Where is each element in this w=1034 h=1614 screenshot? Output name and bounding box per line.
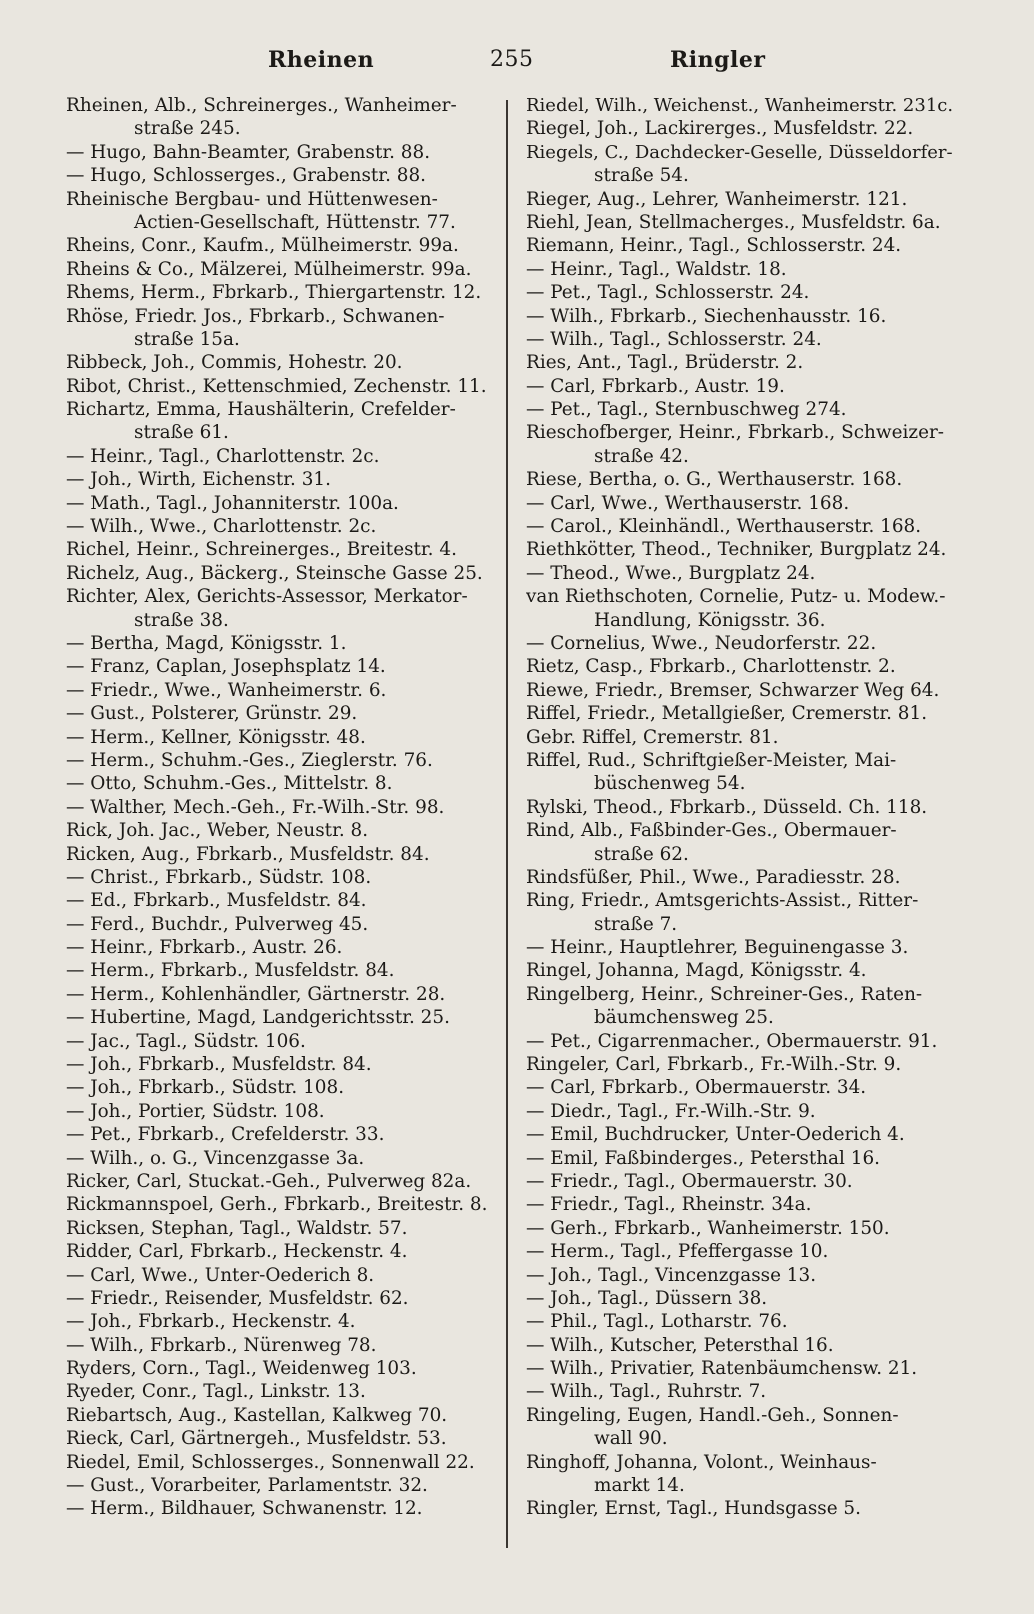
directory-entry-line: — Pet., Fbrkarb., Crefelderstr. 33. [66, 1124, 385, 1146]
directory-entry-line: — Heinr., Tagl., Waldstr. 18. [526, 258, 787, 280]
directory-entry-line: Richartz, Emma, Haushälterin, Crefelder- [66, 399, 456, 421]
directory-entry-line: — Walther, Mech.-Geh., Fr.-Wilh.-Str. 98. [66, 796, 445, 818]
directory-entry-line: — Wilh., Kutscher, Petersthal 16. [526, 1334, 834, 1356]
directory-entry-line: — Friedr., Tagl., Rheinstr. 34a. [526, 1194, 812, 1216]
directory-entry-line: — Gust., Vorarbeiter, Parlamentstr. 32. [66, 1475, 428, 1497]
directory-entry-line: — Hugo, Schlosserges., Grabenstr. 88. [66, 165, 427, 187]
directory-entry-line: Ricker, Carl, Stuckat.-Geh., Pulverweg 82a. [66, 1170, 472, 1192]
directory-entry-line: Rheinische Bergbau- und Hüttenwesen- [66, 188, 438, 210]
directory-entry-line: Rheinen, Alb., Schreinerges., Wanheimer- [66, 95, 457, 116]
directory-entry-line: — Carl, Wwe., Werthauserstr. 168. [526, 492, 850, 514]
entry-continuation-line: straße 54. [594, 165, 689, 187]
directory-entry-line: — Herm., Schuhm.-Ges., Zieglerstr. 76. [66, 749, 433, 771]
directory-entry-line: Ribbeck, Joh., Commis, Hohestr. 20. [66, 352, 403, 374]
directory-entry-line: — Christ., Fbrkarb., Südstr. 108. [66, 866, 372, 888]
directory-entry-line: — Bertha, Magd, Königsstr. 1. [66, 632, 347, 654]
directory-entry-line: Riebartsch, Aug., Kastellan, Kalkweg 70. [66, 1404, 448, 1426]
directory-entry-line: Rieck, Carl, Gärtnergeh., Musfeldstr. 53. [66, 1428, 447, 1450]
directory-entry-line: — Ed., Fbrkarb., Musfeldstr. 84. [66, 890, 367, 912]
directory-entry-line: — Carol., Kleinhändl., Werthauserstr. 168. [526, 516, 922, 538]
directory-entry-line: — Wilh., Fbrkarb., Nürenweg 78. [66, 1334, 377, 1356]
directory-entry-line: — Jac., Tagl., Südstr. 106. [66, 1030, 306, 1052]
entry-continuation-line: bäumchensweg 25. [594, 1007, 774, 1029]
directory-entry-line: — Wilh., Fbrkarb., Siechenhausstr. 16. [526, 305, 887, 327]
directory-entry-line: Ringel, Johanna, Magd, Königsstr. 4. [526, 960, 867, 982]
directory-entry-line: Ryeder, Conr., Tagl., Linkstr. 13. [66, 1381, 366, 1403]
directory-entry-line: — Heinr., Hauptlehrer, Beguinengasse 3. [526, 937, 909, 959]
directory-entry-line: Rhems, Herm., Fbrkarb., Thiergartenstr. 12. [66, 282, 482, 304]
directory-entry-line: — Emil, Buchdrucker, Unter-Oederich 4. [526, 1124, 905, 1146]
directory-entry-line: Riedel, Wilh., Weichenst., Wanheimerstr. 231c. [526, 95, 954, 116]
directory-entry-line: — Pet., Cigarrenmacher., Obermauerstr. 91. [526, 1030, 938, 1052]
directory-entry-line: Richter, Alex, Gerichts-Assessor, Merkator- [66, 586, 468, 608]
entry-continuation-line: straße 62. [594, 843, 689, 865]
directory-entry-line: Ringhoff, Johanna, Volont., Weinhaus- [526, 1451, 877, 1473]
directory-entry-line: van Riethschoten, Cornelie, Putz- u. Modew.- [526, 586, 946, 608]
directory-entry-line: — Phil., Tagl., Lotharstr. 76. [526, 1311, 788, 1333]
directory-entry-line: Rietz, Casp., Fbrkarb., Charlottenstr. 2. [526, 656, 896, 678]
running-head-left: Rheinen [268, 47, 375, 73]
directory-entry-line: — Franz, Caplan, Josephsplatz 14. [66, 656, 386, 678]
entry-continuation-line: straße 245. [134, 118, 241, 140]
entry-continuation-line: straße 61. [134, 422, 229, 444]
directory-entry-line: — Herm., Bildhauer, Schwanenstr. 12. [66, 1498, 423, 1520]
directory-entry-line: Riedel, Emil, Schlosserges., Sonnenwall 22. [66, 1451, 475, 1473]
directory-entry-line: — Friedr., Wwe., Wanheimerstr. 6. [66, 679, 387, 701]
directory-entry-line: Rindsfüßer, Phil., Wwe., Paradiesstr. 28. [526, 866, 901, 888]
directory-entry-line: — Friedr., Tagl., Obermauerstr. 30. [526, 1170, 853, 1192]
directory-entry-line: Rind, Alb., Faßbinder-Ges., Obermauer- [526, 820, 897, 842]
directory-entry-line: Ricksen, Stephan, Tagl., Waldstr. 57. [66, 1217, 408, 1239]
entry-continuation-line: Actien-Gesellschaft, Hüttenstr. 77. [134, 211, 456, 233]
directory-entry-line: — Joh., Fbrkarb., Musfeldstr. 84. [66, 1054, 372, 1076]
directory-entry-line: — Herm., Tagl., Pfeffergasse 10. [526, 1241, 829, 1263]
directory-entry-line: — Herm., Fbrkarb., Musfeldstr. 84. [66, 960, 395, 982]
directory-entry-line: — Heinr., Tagl., Charlottenstr. 2c. [66, 445, 380, 467]
directory-entry-line: Riehl, Jean, Stellmacherges., Musfeldstr. 6a. [526, 211, 941, 233]
directory-entry-line: — Hubertine, Magd, Landgerichtsstr. 25. [66, 1007, 450, 1029]
directory-entry-line: — Carl, Fbrkarb., Obermauerstr. 34. [526, 1077, 867, 1099]
directory-entry-line: Ries, Ant., Tagl., Brüderstr. 2. [526, 352, 804, 374]
directory-entry-line: — Friedr., Reisender, Musfeldstr. 62. [66, 1287, 409, 1309]
directory-entry-line: — Gust., Polsterer, Grünstr. 29. [66, 703, 358, 725]
running-head-right: Ringler [670, 47, 766, 73]
directory-entry-line: Riegel, Joh., Lackirerges., Musfeldstr. 22. [526, 118, 914, 140]
directory-entry-line: Riewe, Friedr., Bremser, Schwarzer Weg 64. [526, 679, 940, 701]
entry-continuation-line: Handlung, Königsstr. 36. [594, 609, 826, 631]
entry-continuation-line: straße 38. [134, 609, 229, 631]
directory-entry-line: Rickmannspoel, Gerh., Fbrkarb., Breitestr. 8. [66, 1194, 488, 1216]
directory-entry-line: Ricken, Aug., Fbrkarb., Musfeldstr. 84. [66, 843, 430, 865]
directory-entry-line: Ringler, Ernst, Tagl., Hundsgasse 5. [526, 1498, 861, 1520]
directory-entry-line: — Wilh., Tagl., Ruhrstr. 7. [526, 1381, 767, 1403]
right-column [526, 94, 958, 1521]
directory-entry-line: — Joh., Fbrkarb., Heckenstr. 4. [66, 1311, 356, 1333]
directory-entry-line: Riethkötter, Theod., Techniker, Burgplatz 24. [526, 539, 947, 561]
directory-entry-line: Ring, Friedr., Amtsgerichts-Assist., Ritter- [526, 890, 919, 912]
directory-entry-line: — Pet., Tagl., Sternbuschweg 274. [526, 399, 847, 421]
directory-entry-line: — Gerh., Fbrkarb., Wanheimerstr. 150. [526, 1217, 890, 1239]
directory-entry-line: — Joh., Tagl., Düssern 38. [526, 1287, 768, 1309]
directory-entry-line: — Pet., Tagl., Schlosserstr. 24. [526, 282, 810, 304]
directory-entry-line: Rheins, Conr., Kaufm., Mülheimerstr. 99a. [66, 235, 459, 257]
entry-continuation-line: straße 15a. [134, 328, 240, 350]
column-divider [506, 100, 508, 1548]
directory-entry-line: — Joh., Wirth, Eichenstr. 31. [66, 469, 331, 491]
directory-entry-line: Riffel, Friedr., Metallgießer, Cremerstr. 81. [526, 703, 928, 725]
directory-entry-line: — Hugo, Bahn-Beamter, Grabenstr. 88. [66, 141, 431, 163]
directory-entry-line: — Cornelius, Wwe., Neudorferstr. 22. [526, 632, 877, 654]
directory-entry-line: — Heinr., Fbrkarb., Austr. 26. [66, 937, 343, 959]
directory-entry-line: Ringeler, Carl, Fbrkarb., Fr.-Wilh.-Str. 9. [526, 1054, 902, 1076]
directory-entry-line: Richelz, Aug., Bäckerg., Steinsche Gasse 25. [66, 562, 483, 584]
entry-continuation-line: wall 90. [594, 1428, 668, 1450]
directory-entry-line: — Wilh., o. G., Vincenzgasse 3a. [66, 1147, 365, 1169]
directory-entry-line: — Diedr., Tagl., Fr.-Wilh.-Str. 9. [526, 1100, 816, 1122]
directory-entry-line: — Joh., Portier, Südstr. 108. [66, 1100, 325, 1122]
directory-entry-line: — Carl, Wwe., Unter-Oederich 8. [66, 1264, 375, 1286]
entry-continuation-line: straße 7. [594, 913, 678, 935]
directory-entry-line: Ryders, Corn., Tagl., Weidenweg 103. [66, 1358, 417, 1380]
directory-entry-line: — Wilh., Tagl., Schlosserstr. 24. [526, 328, 822, 350]
directory-entry-line: — Ferd., Buchdr., Pulverweg 45. [66, 913, 369, 935]
directory-entry-line: — Herm., Kohlenhändler, Gärtnerstr. 28. [66, 983, 446, 1005]
directory-entry-line: Richel, Heinr., Schreinerges., Breitestr. 4. [66, 539, 457, 561]
page-number: 255 [490, 47, 534, 72]
left-column [66, 94, 498, 1521]
directory-entry-line: — Joh., Fbrkarb., Südstr. 108. [66, 1077, 345, 1099]
directory-entry-line: Rick, Joh. Jac., Weber, Neustr. 8. [66, 820, 369, 842]
directory-entry-line: Ridder, Carl, Fbrkarb., Heckenstr. 4. [66, 1241, 408, 1263]
directory-entry-line: Rieschofberger, Heinr., Fbrkarb., Schweizer- [526, 422, 944, 444]
directory-entry-line: Ringelberg, Heinr., Schreiner-Ges., Raten- [526, 983, 923, 1005]
directory-entry-line: Rhöse, Friedr. Jos., Fbrkarb., Schwanen- [66, 305, 445, 327]
directory-entry-line: — Carl, Fbrkarb., Austr. 19. [526, 375, 785, 397]
directory-entry-line: — Joh., Tagl., Vincenzgasse 13. [526, 1264, 817, 1286]
directory-entry-line: — Wilh., Privatier, Ratenbäumchensw. 21. [526, 1358, 918, 1380]
directory-entry-line: Gebr. Riffel, Cremerstr. 81. [526, 726, 779, 748]
directory-entry-line: Riffel, Rud., Schriftgießer-Meister, Mai- [526, 749, 897, 771]
directory-entry-line: — Herm., Kellner, Königsstr. 48. [66, 726, 366, 748]
directory-entry-line: Rheins & Co., Mälzerei, Mülheimerstr. 99a. [66, 258, 472, 280]
entry-continuation-line: markt 14. [594, 1475, 685, 1497]
directory-entry-line: — Wilh., Wwe., Charlottenstr. 2c. [66, 516, 377, 538]
entry-continuation-line: büschenweg 54. [594, 773, 746, 795]
directory-entry-line: — Math., Tagl., Johanniterstr. 100a. [66, 492, 399, 514]
entry-continuation-line: straße 42. [594, 445, 689, 467]
directory-entry-line: Ribot, Christ., Kettenschmied, Zechenstr. 11. [66, 375, 487, 397]
directory-entry-line: — Theod., Wwe., Burgplatz 24. [526, 562, 816, 584]
directory-entry-line: — Otto, Schuhm.-Ges., Mittelstr. 8. [66, 773, 393, 795]
directory-entry-line: Riese, Bertha, o. G., Werthauserstr. 168. [526, 469, 903, 491]
directory-entry-line: Rylski, Theod., Fbrkarb., Düsseld. Ch. 118. [526, 796, 928, 818]
directory-entry-line: Ringeling, Eugen, Handl.-Geh., Sonnen- [526, 1404, 899, 1426]
directory-entry-line: — Emil, Faßbinderges., Petersthal 16. [526, 1147, 881, 1169]
directory-entry-line: Rieger, Aug., Lehrer, Wanheimerstr. 121. [526, 188, 908, 210]
directory-entry-line: Riegels, C., Dachdecker-Geselle, Düsseldorfer- [526, 141, 953, 163]
directory-entry-line: Riemann, Heinr., Tagl., Schlosserstr. 24. [526, 235, 902, 257]
